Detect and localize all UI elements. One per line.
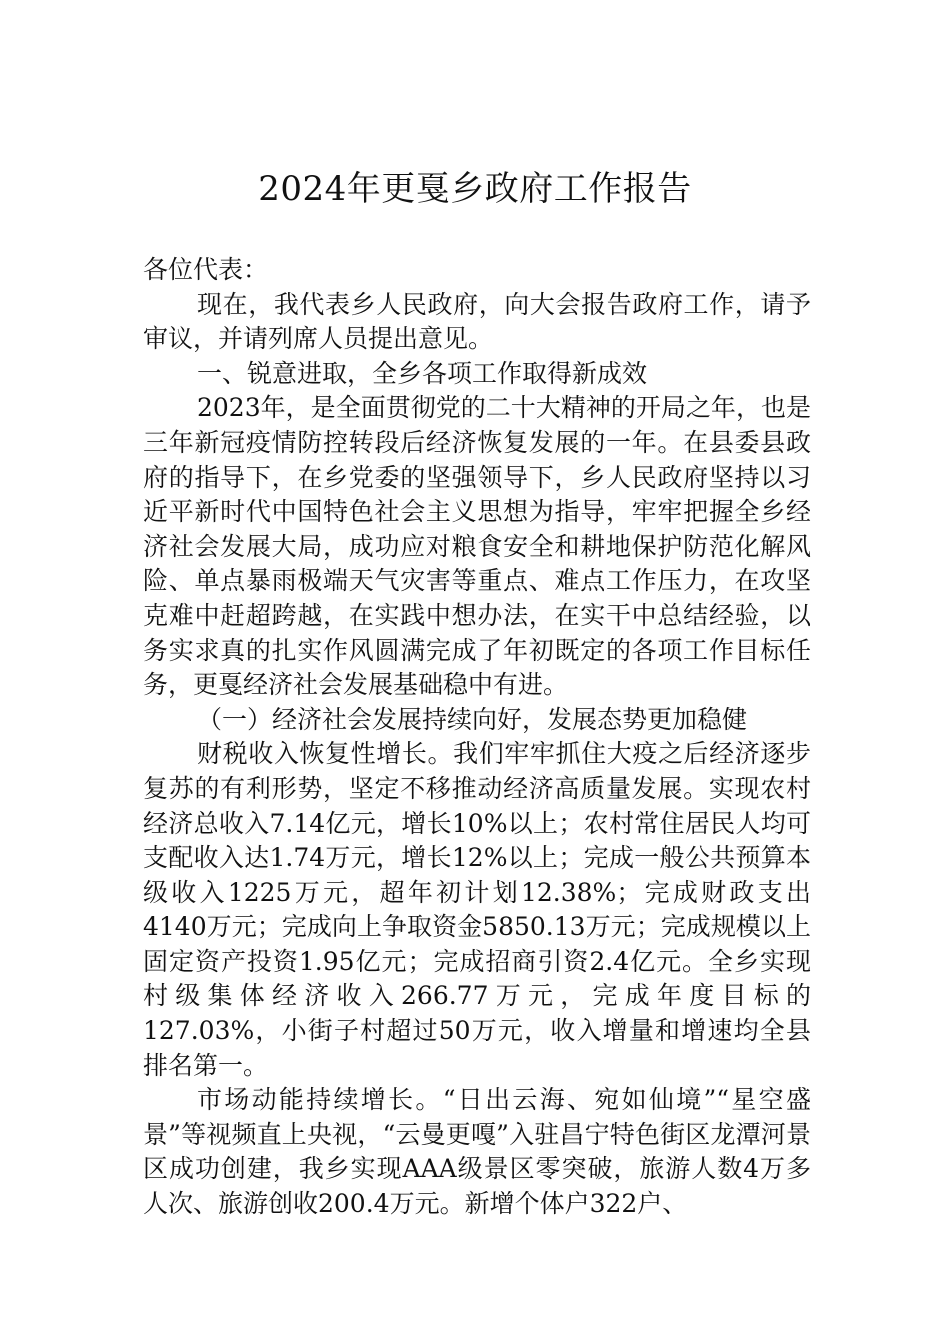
paragraph-market: 市场动能持续增长。“日出云海、宛如仙境”“星空盛景”等视频直上央视，“云曼更嘎”入驻昌宁特色街区龙潭河景区成功创建，我乡实现AAA级景区零突破，旅游人数4万多人次、旅游创收200.4万元。新增个体户322户、: [143, 1085, 811, 1219]
section-heading-1: 一、锐意进取，全乡各项工作取得新成效: [197, 358, 648, 388]
paragraph-overview: 2023年，是全面贯彻党的二十大精神的开局之年，也是三年新冠疫情防控转段后经济恢复发展的一年。在县委县政府的指导下，在乡党委的坚强领导下，乡人民政府坚持以习近平新时代中国特色社会主义思想为指导，牢牢把握全乡经济社会发展大局，成功应对粮食安全和耕地保护防范化解风险、单点暴雨极端天气灾害等重点、难点工作压力，在攻坚克难中赶超跨越，在实践中想办法，在实干中总结经验，以务实求真的扎实作风圆满完成了年初既定的各项工作目标任务，更戛经济社会发展基础稳中有进。: [143, 393, 811, 700]
document-body: [143, 253, 811, 1222]
paragraph-intro: 现在，我代表乡人民政府，向大会报告政府工作，请予审议，并请列席人员提出意见。: [143, 289, 811, 354]
document-title: 2024年更戛乡政府工作报告: [258, 169, 692, 209]
salutation: 各位代表：: [143, 255, 269, 284]
paragraph-fiscal: 财税收入恢复性增长。我们牢牢抓住大疫之后经济逐步复苏的有利形势，坚定不移推动经济高质量发展。实现农村经济总收入7.14亿元，增长10%以上；农村常住居民人均可支配收入达1.74万元，增长12%以上；完成一般公共预算本级收入1225万元，超年初计划12.38%；完成财政支出4140万元；完成向上争取资金5850.13万元；完成规模以上固定资产投资1.95亿元；完成招商引资2.4亿元。全乡实现村级集体经济收入266.77万元，完成年度目标的127.03%，小街子村超过50万元，收入增量和增速均全县排名第一。: [143, 739, 811, 1080]
subsection-heading-1: （一）经济社会发展持续向好，发展态势更加稳健: [197, 704, 748, 734]
